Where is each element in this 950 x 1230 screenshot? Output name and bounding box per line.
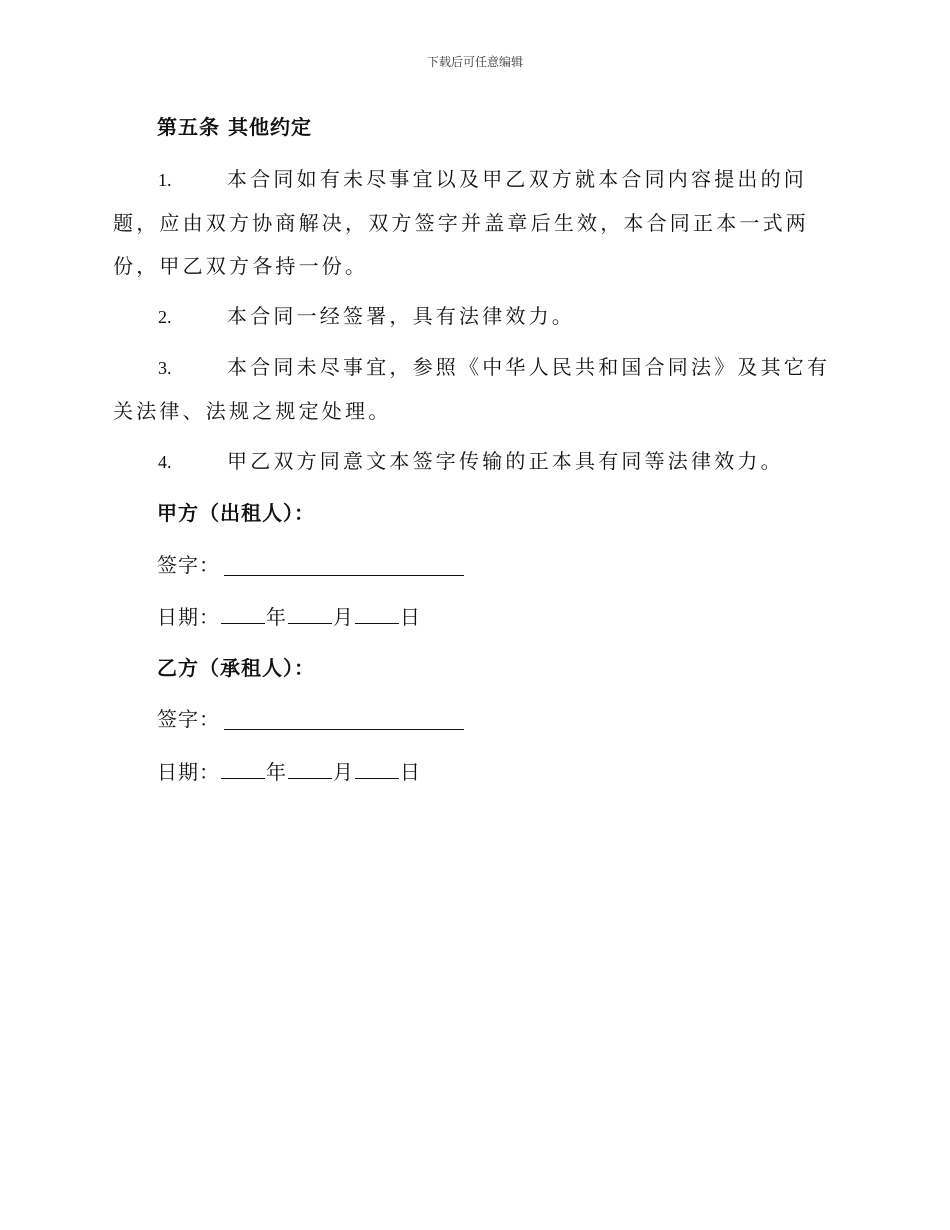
day-label: 日: [400, 760, 421, 784]
day-label: 日: [400, 605, 421, 629]
year-label: 年: [266, 760, 287, 784]
clause-4: [113, 440, 833, 484]
date-label: 日期：: [157, 760, 220, 784]
signature-label: 签字：: [157, 553, 220, 577]
day-blank[interactable]: [355, 601, 399, 624]
clause-1: [113, 158, 833, 288]
day-blank[interactable]: [355, 756, 399, 779]
month-blank[interactable]: [288, 756, 332, 779]
signature-label: 签字：: [157, 707, 220, 731]
month-blank[interactable]: [288, 601, 332, 624]
party-b-title: 乙方（承租人）：: [157, 656, 315, 680]
party-a-date-line: [157, 601, 421, 632]
clause-number: 4.: [158, 452, 172, 472]
header-note: 下载后可任意编辑: [426, 55, 523, 69]
clause-text: 本合同如有未尽事宜以及甲乙双方就本合同内容提出的问题，应由双方协商解决，双方签字并盖章后生效，本合同正本一式两份，甲乙双方各持一份。: [113, 167, 809, 278]
clause-text: 本合同未尽事宜，参照《中华人民共和国合同法》及其它有关法律、法规之规定处理。: [113, 355, 831, 423]
year-label: 年: [266, 605, 287, 629]
date-label: 日期：: [157, 605, 220, 629]
clause-number: 3.: [158, 358, 172, 378]
clause-text: 本合同一经签署，具有法律效力。: [227, 304, 575, 328]
month-label: 月: [333, 605, 354, 629]
signature-blank[interactable]: [224, 707, 464, 730]
section-title: 第五条 其他约定: [157, 115, 312, 139]
party-a-title: 甲方（出租人）：: [157, 501, 315, 525]
clause-2: [113, 295, 833, 339]
year-blank[interactable]: [221, 756, 265, 779]
clause-number: 1.: [158, 170, 172, 190]
signature-blank[interactable]: [224, 553, 464, 576]
party-a-signature-line: [157, 550, 464, 580]
party-b-signature-line: [157, 704, 464, 734]
clause-3: [113, 346, 833, 433]
year-blank[interactable]: [221, 601, 265, 624]
month-label: 月: [333, 760, 354, 784]
clause-number: 2.: [158, 307, 172, 327]
clause-text: 甲乙双方同意文本签字传输的正本具有同等法律效力。: [227, 449, 784, 473]
party-b-date-line: [157, 756, 421, 787]
